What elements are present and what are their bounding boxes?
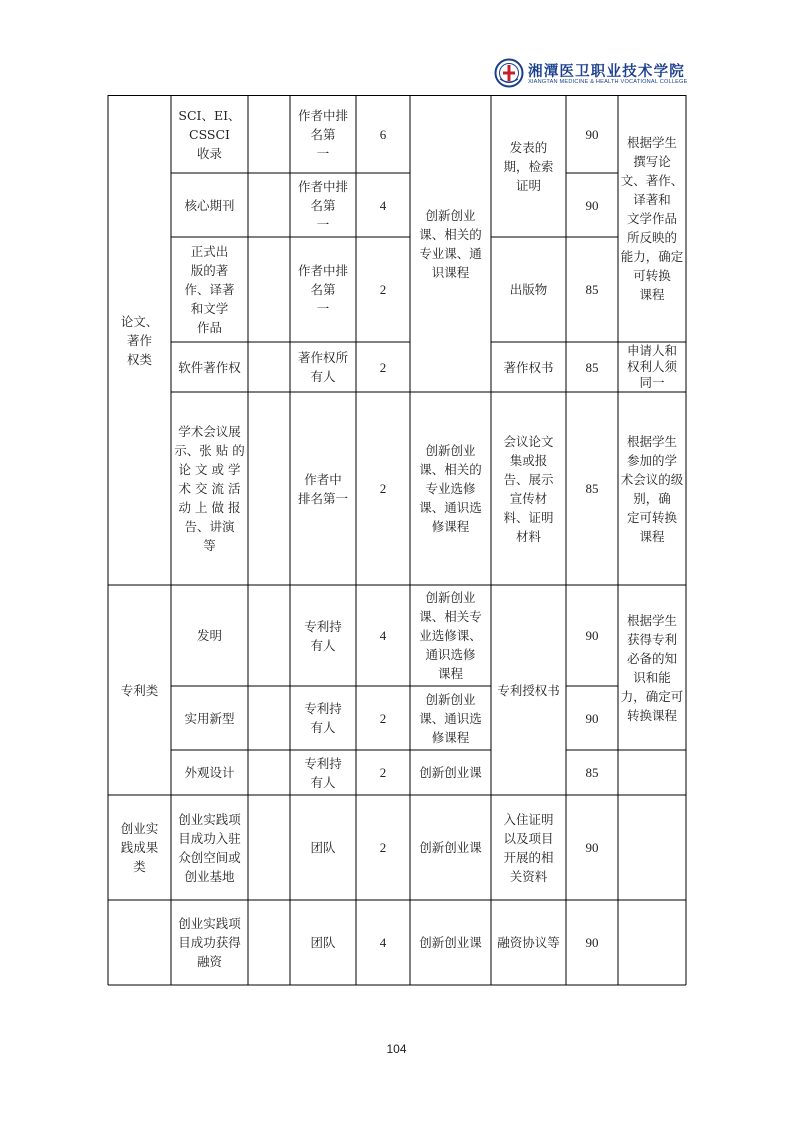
row9-credit: 2 bbox=[379, 840, 387, 855]
row8-item: 外观设计 bbox=[184, 765, 235, 780]
patent-proof: 专利授权书 bbox=[497, 682, 560, 698]
row5-note: 根据学生 参加的学 术会议的级 别，确 定可转换 课程 bbox=[620, 433, 684, 544]
row10-item: 创业实践项 目成功获得 融资 bbox=[178, 916, 241, 969]
row5-course: 创新创业 课、相关的 专业选修 课、通识选 修课程 bbox=[419, 443, 482, 534]
row4-note: 申请人和 权利人须 同一 bbox=[626, 343, 677, 390]
row6-credit: 4 bbox=[379, 628, 387, 643]
row4-item: 软件著作权 bbox=[178, 359, 241, 375]
row1-requirement: 作者中排 名第 一 bbox=[297, 107, 348, 161]
row3-score: 85 bbox=[585, 282, 599, 297]
row7-requirement: 专利持 有人 bbox=[304, 701, 342, 735]
row8-requirement: 专利持 有人 bbox=[304, 755, 342, 790]
row10-requirement: 团队 bbox=[310, 935, 336, 950]
page-number: 104 bbox=[386, 1042, 407, 1056]
row7-course: 创新创业 课、通识选 修课程 bbox=[419, 691, 482, 745]
row6-item: 发明 bbox=[196, 628, 222, 643]
category-patent: 专利类 bbox=[120, 682, 159, 698]
row10-course: 创新创业课 bbox=[419, 935, 482, 950]
row7-credit: 2 bbox=[379, 710, 387, 726]
row2-score: 90 bbox=[585, 197, 599, 213]
school-name-cn: 湘潭医卫职业技术学院 bbox=[528, 63, 685, 80]
row8-credit: 2 bbox=[379, 765, 387, 780]
row2-credit: 4 bbox=[379, 197, 387, 213]
row1-score: 90 bbox=[585, 126, 599, 142]
journal-proof: 发表的 期，检索 证明 bbox=[503, 139, 554, 193]
category-paper: 论文、 著作 权类 bbox=[120, 313, 159, 367]
row6-score: 90 bbox=[585, 628, 599, 643]
row5-score: 85 bbox=[585, 481, 599, 496]
row5-proof: 会议论文 集或报 告、展示 宣传材 料、证明 材料 bbox=[503, 433, 554, 544]
category-practice: 创业实 践成果 类 bbox=[120, 821, 159, 874]
row3-credit: 2 bbox=[379, 282, 387, 297]
school-name-en: XIANGTAN MEDICINE & HEALTH VOCATIONAL COLLEGE bbox=[528, 79, 688, 85]
row7-item: 实用新型 bbox=[184, 710, 235, 726]
row4-credit: 2 bbox=[379, 359, 387, 375]
row9-course: 创新创业课 bbox=[419, 840, 482, 855]
row9-proof: 入住证明 以及项目 开展的相 关资料 bbox=[503, 811, 554, 884]
row9-item: 创业实践项 目成功入驻 众创空间或 创业基地 bbox=[178, 811, 241, 884]
row7-score: 90 bbox=[585, 710, 599, 726]
row9-requirement: 团队 bbox=[310, 840, 336, 855]
row4-proof: 著作权书 bbox=[503, 359, 554, 375]
row5-credit: 2 bbox=[379, 481, 387, 496]
row1-credit: 6 bbox=[379, 126, 387, 142]
row8-course: 创新创业课 bbox=[419, 765, 482, 780]
row9-score: 90 bbox=[585, 840, 599, 855]
row5-item: 学术会议展 示、张 贴 的 论 文 或 学 术 交 流 活 动 上 做 报 告、讲演 等 bbox=[174, 424, 245, 553]
row6-requirement: 专利持 有人 bbox=[304, 618, 342, 653]
row3-requirement: 作者中排 名第 一 bbox=[297, 263, 348, 316]
row6-course: 创新创业 课、相关专 业选修课、 通识选修 课程 bbox=[419, 590, 482, 681]
row4-score: 85 bbox=[585, 359, 599, 375]
row2-requirement: 作者中排 名第 一 bbox=[297, 178, 348, 232]
row4-requirement: 著作权所 有人 bbox=[297, 350, 348, 384]
paper-note: 根据学生 撰写论 文、著作、 译著和 文学作品 所反映的 能力，确定 可转换 课程 bbox=[620, 135, 684, 302]
row10-proof: 融资协议等 bbox=[497, 935, 560, 950]
row10-credit: 4 bbox=[379, 935, 387, 950]
row3-proof: 出版物 bbox=[509, 282, 548, 297]
row1-item: SCI、EI、 CSSCI 收录 bbox=[178, 107, 241, 161]
paper-course: 创新创业 课、相关的 专业课、通 识课程 bbox=[419, 207, 482, 280]
row5-requirement: 作者中 排名第一 bbox=[297, 471, 348, 506]
row2-item: 核心期刊 bbox=[184, 197, 235, 213]
row3-item: 正式出 版的著 作、译著 和文学 作品 bbox=[184, 244, 235, 335]
patent-note: 根据学生 获得专利 必备的知 识和能 力，确定可 转换课程 bbox=[620, 612, 684, 723]
row10-score: 90 bbox=[585, 935, 599, 950]
row8-score: 85 bbox=[585, 765, 599, 780]
